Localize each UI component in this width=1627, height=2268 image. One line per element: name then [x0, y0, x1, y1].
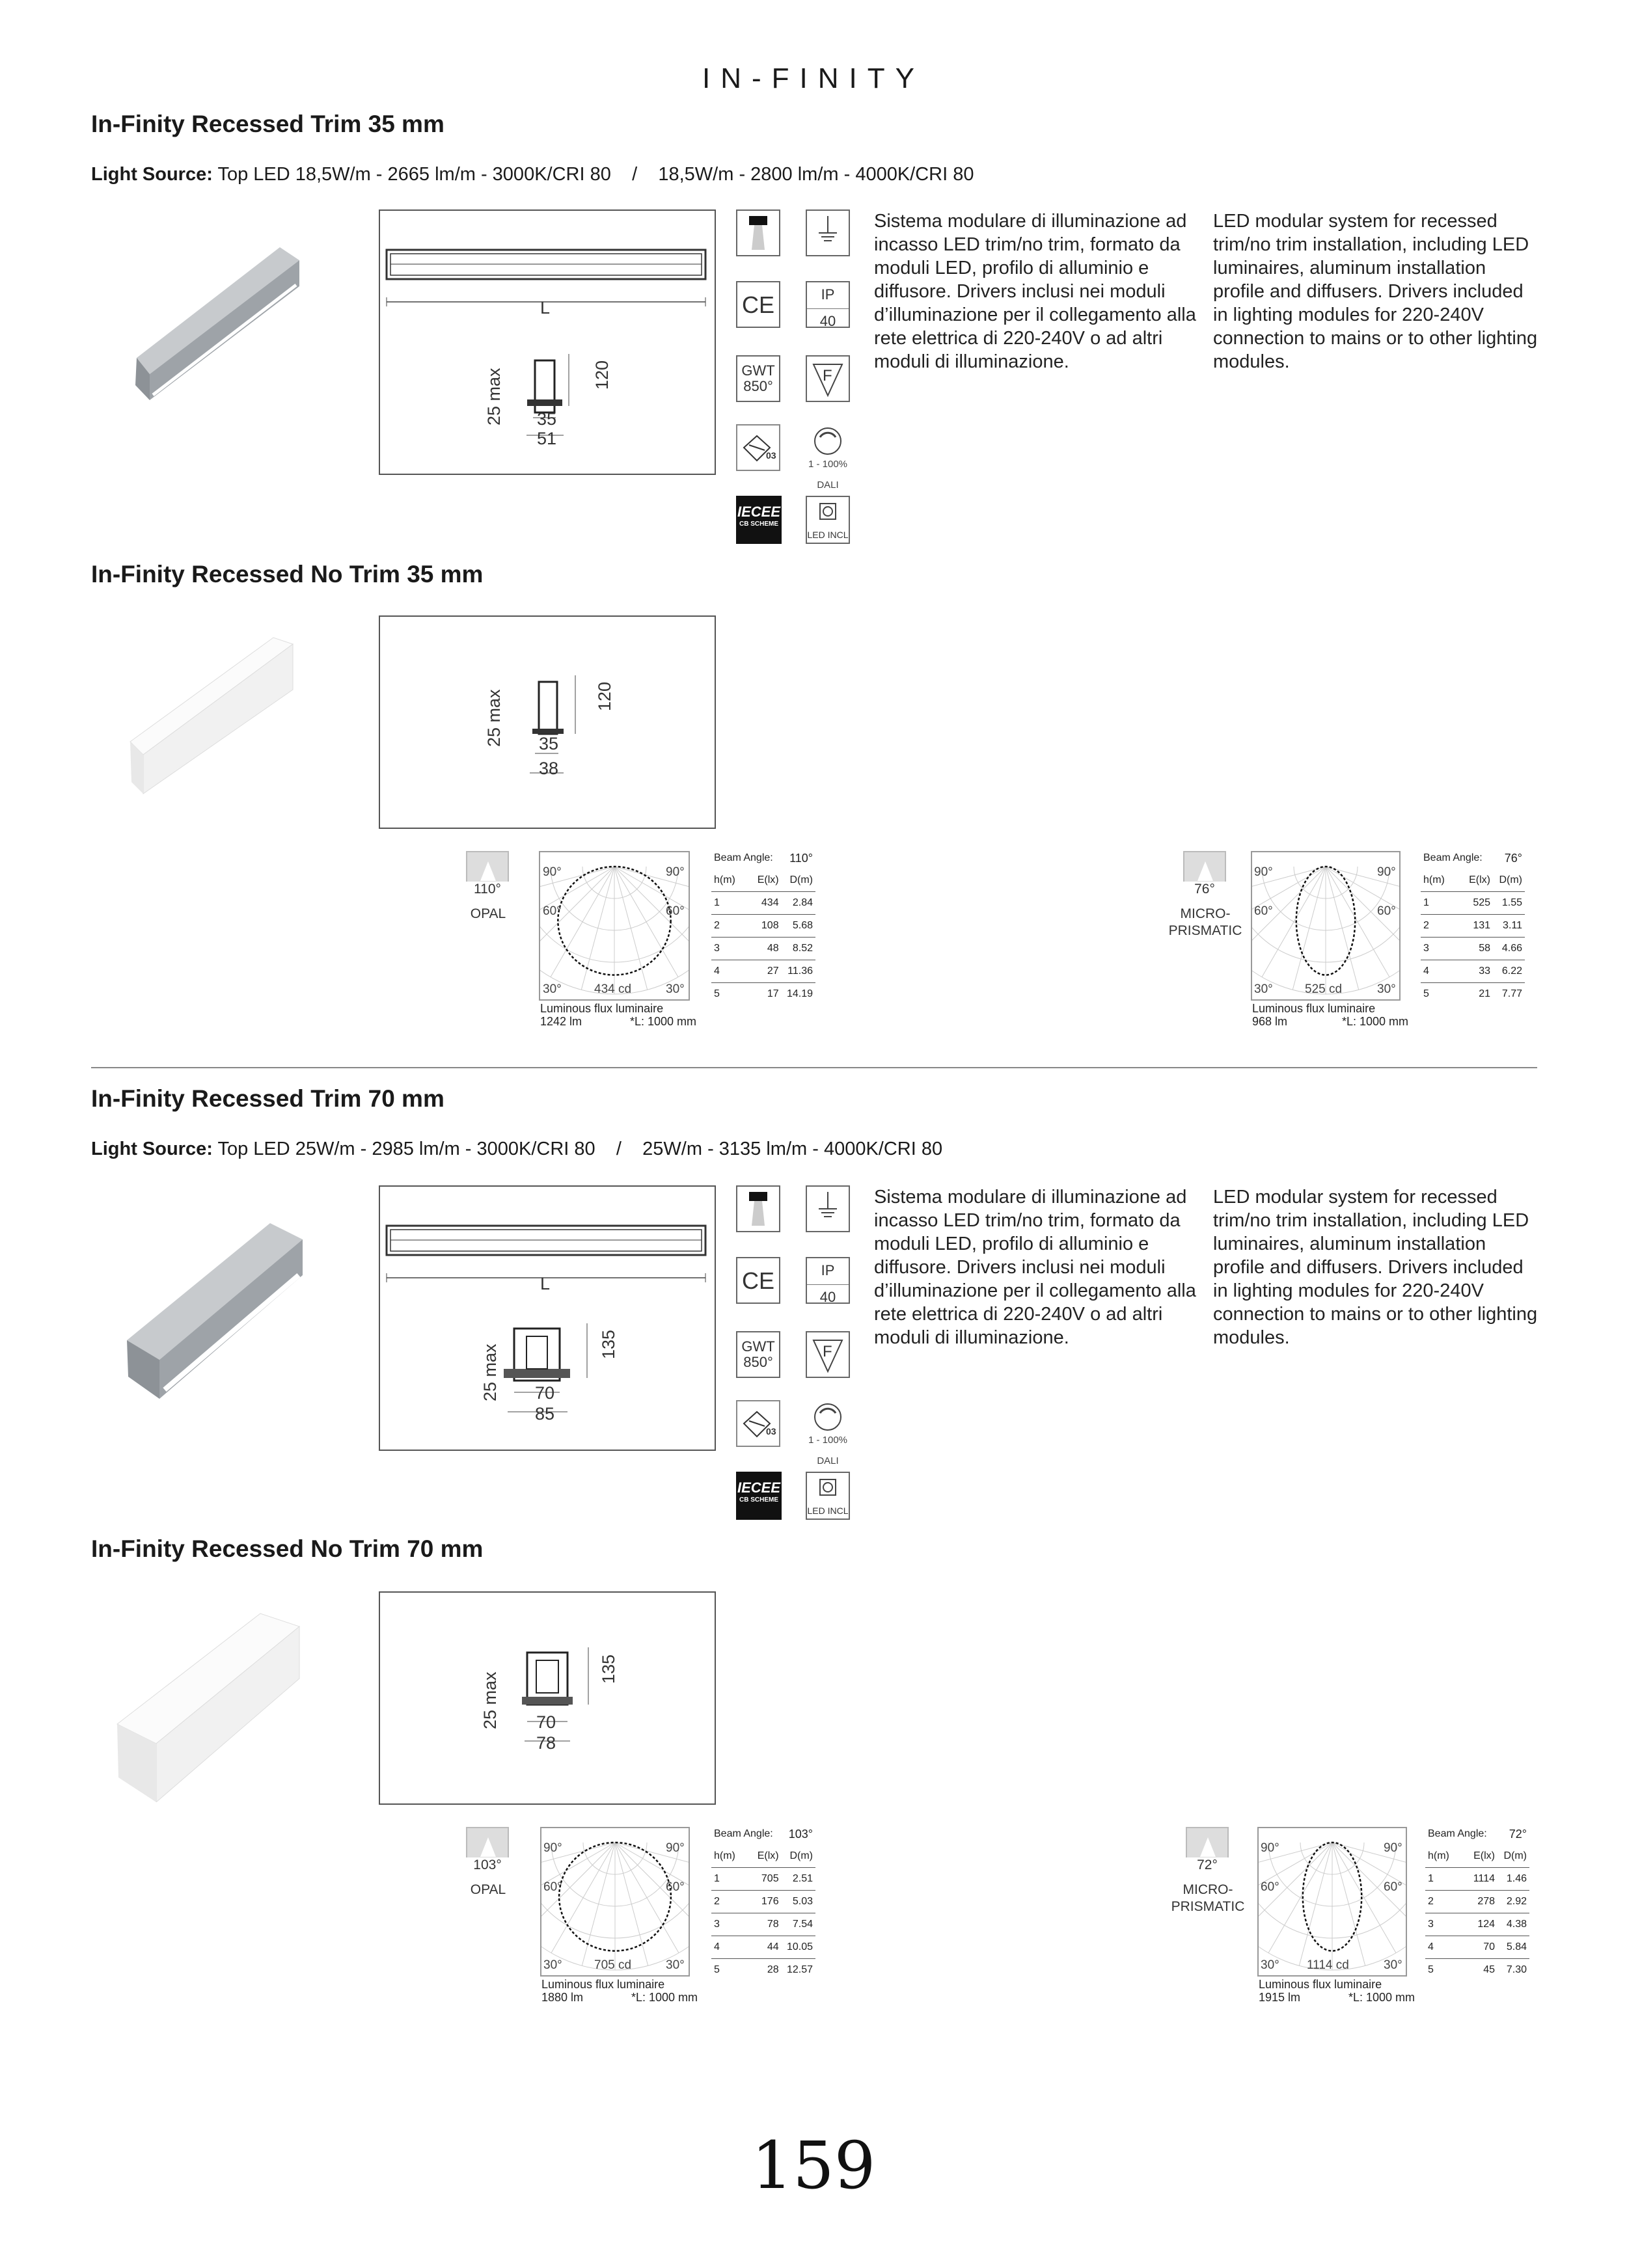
polar-label-60-left: 60°: [1261, 1880, 1279, 1894]
flux-value: 1880 lm: [541, 1991, 584, 2004]
spot-beam-icon: [736, 209, 780, 256]
product-image-notrim-35: [117, 631, 312, 800]
polar-label-60-left: 60°: [543, 904, 562, 918]
table-cell: 11.36: [782, 960, 815, 983]
led-incl-icon: [806, 1472, 850, 1520]
technical-drawing-notrim-35: [380, 617, 715, 828]
table-header: h(m): [1421, 869, 1457, 892]
polar-label-90-right: 90°: [1384, 1841, 1402, 1855]
led-incl-label: LED INCL: [807, 530, 849, 540]
light-source-text: Top LED 18,5W/m - 2665 lm/m - 3000K/CRI 80 / 18,5W/m - 2800 lm/m - 4000K/CRI 80: [217, 164, 974, 185]
flux-label: Luminous flux luminaire: [1252, 1002, 1376, 1015]
ce-mark-icon: CE: [736, 1257, 780, 1304]
table-cell: 2: [1421, 915, 1457, 938]
product-image-trim-35: [124, 234, 306, 410]
spot-beam-icon: [736, 1185, 780, 1232]
beam-angle-label: Beam Angle:: [714, 852, 773, 863]
table-row: [1425, 1959, 1529, 1982]
ip-rating-icon: [806, 281, 850, 328]
table-header: E(lx): [746, 869, 782, 892]
dim-height: 135: [599, 1654, 618, 1684]
table-cell: 1: [1425, 1868, 1461, 1891]
f-mark-text: F: [823, 1343, 832, 1360]
dim-range-label: 1 - 100%: [808, 459, 848, 470]
peak-intensity: 525 cd: [1305, 982, 1343, 996]
table-row: [1425, 1913, 1529, 1936]
table-cell: 33: [1457, 960, 1494, 983]
product-image-notrim-70: [111, 1607, 319, 1802]
dim-width-outer: 78: [536, 1733, 556, 1753]
table-cell: 1.46: [1497, 1868, 1529, 1891]
table-cell: 2.92: [1497, 1891, 1529, 1913]
section-title-notrim-35: In-Finity Recessed No Trim 35 mm: [91, 561, 484, 587]
ip-label: IP: [821, 1262, 835, 1278]
polar-label-90-right: 90°: [666, 865, 685, 879]
table-header: h(m): [711, 1845, 746, 1868]
table-cell: 176: [746, 1891, 782, 1913]
polar-label-90-right: 90°: [666, 1841, 685, 1855]
beam-icon-label: 72°: [1186, 1857, 1229, 1877]
beam-angle-value: 103°: [788, 1827, 813, 1841]
table-row: [711, 1868, 815, 1891]
drawing-frame-trim-35: [379, 209, 716, 475]
f-mark-icon: [806, 355, 850, 402]
polar-label-90-left: 90°: [543, 1841, 562, 1855]
drawing-frame-notrim-70: [379, 1591, 716, 1805]
beam-angle-value: 110°: [789, 851, 813, 865]
table-cell: 7.77: [1501, 988, 1522, 999]
dim-max: 25 max: [480, 1671, 500, 1729]
polar-label-30-left: 30°: [543, 982, 562, 996]
table-row: [711, 1891, 815, 1913]
table-cell: 5: [714, 988, 720, 999]
peak-intensity: 1114 cd: [1307, 1958, 1349, 1972]
polar-label-90-left: 90°: [1254, 865, 1273, 879]
peak-intensity: 705 cd: [594, 1958, 632, 1972]
enec-icon: [736, 1400, 780, 1447]
glow-wire-icon: [736, 1331, 780, 1378]
peak-intensity: 434 cd: [594, 982, 632, 996]
dim-width-outer: 38: [539, 759, 559, 778]
flux-caption: [1259, 1978, 1415, 2004]
table-cell: 3.11: [1493, 915, 1525, 938]
table-cell: 2: [711, 1891, 746, 1913]
table-cell: 17: [767, 988, 779, 999]
table-cell: 27: [746, 960, 782, 983]
table-cell: 70: [1461, 1936, 1497, 1959]
table-header: E(lx): [1457, 869, 1494, 892]
polar-label-90-right: 90°: [1377, 865, 1396, 879]
table-row: [711, 1913, 815, 1936]
table-cell: 48: [746, 938, 782, 960]
dim-length: L: [540, 298, 551, 317]
table-header: D(m): [1497, 1845, 1529, 1868]
table-cell: 5: [1428, 1964, 1434, 1975]
enec-number: 03: [766, 450, 776, 461]
table-cell: 3: [711, 938, 746, 960]
dali-label: DALI: [817, 1455, 839, 1466]
light-source-trim-35: [91, 164, 974, 185]
table-cell: 4: [1421, 960, 1457, 983]
beam-icon-label: 76°: [1183, 882, 1226, 901]
table-row: [711, 1936, 815, 1959]
table-cell: 45: [1483, 1964, 1496, 1975]
glow-wire-icon: [736, 355, 780, 402]
ground-icon: [806, 209, 850, 256]
polar-label-30-right: 30°: [1384, 1958, 1402, 1972]
table-header: D(m): [782, 869, 815, 892]
polar-label-30-right: 30°: [1377, 982, 1396, 996]
polar-label-60-right: 60°: [666, 904, 685, 918]
dim-width-outer: 51: [537, 429, 557, 448]
table-cell: 131: [1457, 915, 1494, 938]
page-number: 159: [751, 2127, 876, 2204]
dim-height: 120: [595, 681, 614, 711]
polar-label-30-left: 30°: [1261, 1958, 1279, 1972]
table-row: [1425, 1936, 1529, 1959]
polar-label-60-right: 60°: [1384, 1880, 1402, 1894]
table-row: [1425, 1868, 1529, 1891]
flux-value: 1242 lm: [540, 1015, 582, 1028]
dim-length: L: [540, 1274, 551, 1293]
polar-label-30-left: 30°: [543, 1958, 562, 1972]
table-row: [711, 983, 815, 1006]
iecee-subtext: CB SCHEME: [739, 520, 778, 528]
table-cell: 2.51: [782, 1868, 815, 1891]
optic-label: MICRO- PRISMATIC: [1171, 1882, 1245, 1914]
section-divider: [91, 1067, 1537, 1068]
dim-max: 25 max: [484, 689, 504, 747]
beam-angle-label: Beam Angle:: [714, 1828, 773, 1839]
table-cell: 1: [711, 1868, 746, 1891]
light-source-trim-70: [91, 1139, 942, 1160]
f-mark-text: F: [823, 367, 832, 385]
iecee-icon: [736, 1472, 782, 1520]
polar-label-60-right: 60°: [666, 1880, 685, 1894]
table-cell: 5: [1423, 988, 1429, 999]
table-cell: 14.19: [786, 988, 813, 999]
dim-height: 135: [599, 1329, 618, 1359]
table-cell: 4: [711, 1936, 746, 1959]
section-title-trim-70: In-Finity Recessed Trim 70 mm: [91, 1085, 444, 1112]
table-cell: 5: [714, 1964, 720, 1975]
table-cell: 124: [1461, 1913, 1497, 1936]
table-cell: 5.68: [782, 915, 815, 938]
table-cell: 7.54: [782, 1913, 815, 1936]
table-cell: 2: [711, 915, 746, 938]
table-cell: 705: [746, 1868, 782, 1891]
polar-label-30-left: 30°: [1254, 982, 1273, 996]
dim-height: 120: [592, 360, 612, 390]
gwt-value: 850°: [743, 1354, 773, 1370]
light-source-text: Top LED 25W/m - 2985 lm/m - 3000K/CRI 80 / 25W/m - 3135 lm/m - 4000K/CRI 80: [217, 1139, 943, 1159]
technical-drawing-notrim-70: [380, 1593, 715, 1803]
light-source-label: Light Source:: [91, 164, 213, 185]
beam-icon-label: 103°: [466, 1857, 509, 1877]
length-note: *L: 1000 mm: [1348, 1991, 1415, 2004]
drawing-frame-trim-70: [379, 1185, 716, 1451]
flux-label: Luminous flux luminaire: [540, 1002, 664, 1015]
description-it-trim-70: Sistema modulare di illuminazione ad incasso LED trim/no trim, formato da moduli LED, profilo di alluminio e diffusore. Drivers inclusi nei moduli d’illuminazione per il collegamento alla rete elettrica di 220-240V o ad altri moduli di illuminazione.: [874, 1187, 1196, 1348]
table-cell: 6.22: [1493, 960, 1525, 983]
polar-label-90-left: 90°: [543, 865, 562, 879]
table-cell: 5.03: [782, 1891, 815, 1913]
table-row: [1421, 915, 1525, 938]
dim-width-inner: 35: [537, 409, 557, 429]
flux-label: Luminous flux luminaire: [541, 1978, 665, 1991]
optic-label: OPAL: [470, 906, 506, 921]
led-incl-label: LED INCL: [807, 1505, 849, 1516]
table-cell: 4: [1425, 1936, 1461, 1959]
beam-angle-label: Beam Angle:: [1428, 1828, 1487, 1839]
table-cell: 3: [1421, 938, 1457, 960]
table-header: D(m): [782, 1845, 815, 1868]
table-row: [1421, 938, 1525, 960]
table-header: D(m): [1493, 869, 1525, 892]
illuminance-table-2: [1421, 847, 1525, 1005]
table-cell: 12.57: [786, 1964, 813, 1975]
dim-max: 25 max: [484, 368, 504, 425]
table-cell: 7.30: [1506, 1964, 1527, 1975]
table-cell: 21: [1479, 988, 1491, 999]
table-cell: 108: [746, 915, 782, 938]
flux-value: 1915 lm: [1259, 1991, 1301, 2004]
ip-rating-icon: [806, 1257, 850, 1304]
description-en-trim-70: LED modular system for recessed trim/no trim installation, including LED luminaires, aluminum installation profile and diffusers. Drivers included in lighting modules for 220-240V connection to mains or to other lighting modules.: [1213, 1187, 1538, 1348]
polar-label-60-right: 60°: [1377, 904, 1396, 918]
table-cell: 78: [746, 1913, 782, 1936]
table-cell: 2: [1425, 1891, 1461, 1913]
table-cell: 8.52: [782, 938, 815, 960]
light-source-label: Light Source:: [91, 1139, 213, 1159]
iecee-icon: [736, 496, 782, 544]
table-cell: 434: [746, 892, 782, 915]
table-cell: 4.66: [1493, 938, 1525, 960]
table-cell: 1: [1421, 892, 1457, 915]
illuminance-table-3: [711, 1823, 815, 1981]
description-it-trim-35: Sistema modulare di illuminazione ad incasso LED trim/no trim, formato da moduli LED, profilo di alluminio e diffusore. Drivers inclusi nei moduli d’illuminazione per il collegamento alla rete elettrica di 220-240V o ad altri moduli di illuminazione.: [874, 211, 1196, 372]
product-image-trim-70: [120, 1210, 316, 1399]
length-note: *L: 1000 mm: [631, 1991, 698, 2004]
section-title-trim-35: In-Finity Recessed Trim 35 mm: [91, 111, 444, 137]
dim-width-inner: 35: [539, 734, 559, 753]
beam-angle-value: 72°: [1509, 1827, 1527, 1841]
led-incl-icon: [806, 496, 850, 544]
table-row: [711, 938, 815, 960]
polar-label-60-left: 60°: [543, 1880, 562, 1894]
table-row: [1421, 892, 1525, 915]
table-row: [711, 892, 815, 915]
optic-label: MICRO- PRISMATIC: [1168, 906, 1242, 938]
table-cell: 4: [711, 960, 746, 983]
drawing-frame-notrim-35: [379, 615, 716, 829]
section-title-notrim-70: In-Finity Recessed No Trim 70 mm: [91, 1535, 484, 1562]
f-mark-icon: [806, 1331, 850, 1378]
table-cell: 5.84: [1497, 1936, 1529, 1959]
table-cell: 1: [711, 892, 746, 915]
table-row: [711, 915, 815, 938]
table-header: E(lx): [746, 1845, 782, 1868]
table-row: [711, 1959, 815, 1982]
polar-label-30-right: 30°: [666, 1958, 685, 1972]
table-cell: 10.05: [782, 1936, 815, 1959]
table-row: [1421, 960, 1525, 983]
table-cell: 3: [1425, 1913, 1461, 1936]
polar-label-60-left: 60°: [1254, 904, 1273, 918]
flux-caption: [541, 1978, 698, 2004]
ground-icon: [806, 1185, 850, 1232]
table-cell: 4.38: [1497, 1913, 1529, 1936]
dim-width-inner: 70: [536, 1712, 556, 1732]
table-cell: 2.84: [782, 892, 815, 915]
optic-label: OPAL: [470, 1882, 506, 1897]
description-en-trim-35: LED modular system for recessed trim/no trim installation, including LED luminaires, aluminum installation profile and diffusers. Drivers included in lighting modules for 220-240V connection to mains or to other lighting modules.: [1213, 211, 1538, 372]
illuminance-table-4: [1425, 1823, 1529, 1981]
length-note: *L: 1000 mm: [629, 1015, 696, 1028]
flux-caption: [540, 1002, 696, 1028]
gwt-label: GWT: [741, 362, 775, 379]
enec-number: 03: [766, 1426, 776, 1437]
beam-icon-label: 110°: [466, 882, 509, 901]
ip-value: 40: [807, 308, 849, 330]
table-row: [1425, 1891, 1529, 1913]
dim-range-label: 1 - 100%: [808, 1435, 848, 1446]
dim-max: 25 max: [480, 1343, 500, 1401]
table-cell: 1.55: [1493, 892, 1525, 915]
table-cell: 28: [767, 1964, 779, 1975]
table-header: h(m): [1425, 1845, 1461, 1868]
dim-width-inner: 70: [535, 1383, 555, 1403]
brand-title: IN-FINITY: [702, 62, 925, 94]
gwt-label: GWT: [741, 1338, 775, 1355]
table-header: E(lx): [1461, 1845, 1497, 1868]
beam-angle-label: Beam Angle:: [1423, 852, 1483, 863]
flux-caption: [1252, 1002, 1408, 1028]
table-cell: 278: [1461, 1891, 1497, 1913]
table-row: [1421, 983, 1525, 1006]
polar-label-90-left: 90°: [1261, 1841, 1279, 1855]
table-cell: 58: [1457, 938, 1494, 960]
table-header: h(m): [711, 869, 746, 892]
gwt-value: 850°: [743, 378, 773, 394]
beam-angle-value: 76°: [1504, 851, 1522, 865]
polar-label-30-right: 30°: [666, 982, 685, 996]
dali-label: DALI: [817, 479, 839, 491]
iecee-text: IECEE: [737, 1479, 781, 1496]
iecee-subtext: CB SCHEME: [739, 1496, 778, 1504]
ip-label: IP: [821, 286, 835, 303]
table-cell: 3: [711, 1913, 746, 1936]
flux-value: 968 lm: [1252, 1015, 1288, 1028]
table-row: [711, 960, 815, 983]
table-cell: 525: [1457, 892, 1494, 915]
ip-value: 40: [807, 1284, 849, 1306]
enec-icon: [736, 424, 780, 471]
table-cell: 1114: [1461, 1868, 1497, 1891]
flux-label: Luminous flux luminaire: [1259, 1978, 1382, 1991]
ce-mark-icon: CE: [736, 281, 780, 328]
dim-width-outer: 85: [535, 1404, 555, 1424]
iecee-text: IECEE: [737, 504, 781, 520]
length-note: *L: 1000 mm: [1341, 1015, 1408, 1028]
table-cell: 44: [746, 1936, 782, 1959]
illuminance-table-1: [711, 847, 815, 1005]
